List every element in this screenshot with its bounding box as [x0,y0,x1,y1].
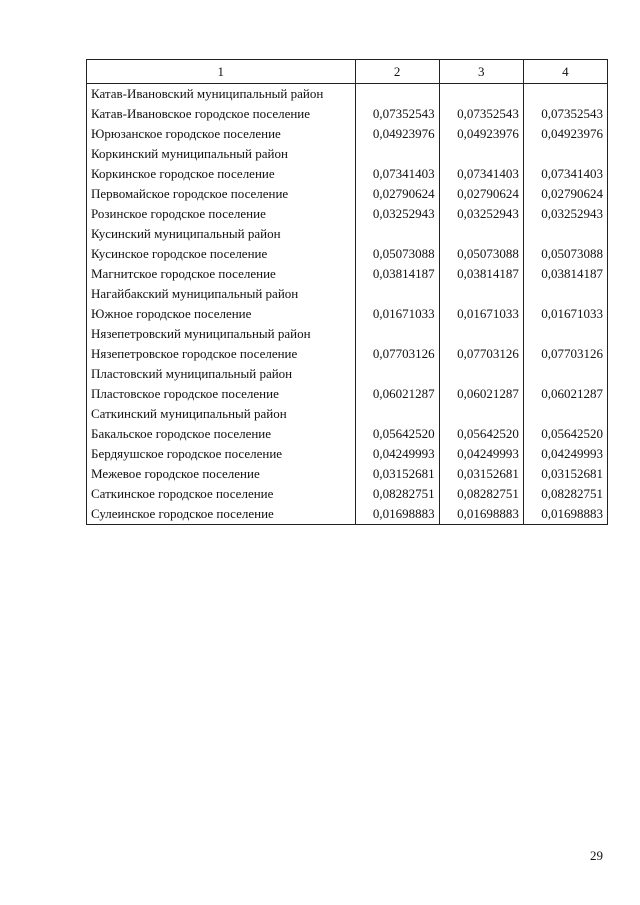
value-cell-col3 [439,284,523,304]
value-cell-col4: 0,08282751 [523,484,607,504]
value-cell-col4: 0,01671033 [523,304,607,324]
value-cell-col3: 0,05073088 [439,244,523,264]
row-name-cell: Коркинский муниципальный район [87,144,356,164]
row-name-cell: Юрюзанское городское поселение [87,124,356,144]
value-cell-col2: 0,07341403 [355,164,439,184]
row-name-cell: Межевое городское поселение [87,464,356,484]
value-cell-col4: 0,02790624 [523,184,607,204]
table-row [87,424,608,444]
value-cell-col2: 0,03814187 [355,264,439,284]
table-row [87,184,608,204]
value-cell-col2: 0,04249993 [355,444,439,464]
value-cell-col3 [439,224,523,244]
header-row [87,60,608,84]
value-cell-col4 [523,284,607,304]
table-row [87,224,608,244]
value-cell-col4 [523,364,607,384]
value-cell-col2 [355,364,439,384]
value-cell-col2: 0,05073088 [355,244,439,264]
value-cell-col2 [355,284,439,304]
table-header [87,60,608,84]
row-name-cell: Пластовское городское поселение [87,384,356,404]
row-name-cell: Кусинское городское поселение [87,244,356,264]
value-cell-col4 [523,224,607,244]
row-name-cell: Кусинский муниципальный район [87,224,356,244]
value-cell-col2: 0,07352543 [355,104,439,124]
value-cell-col3: 0,04923976 [439,124,523,144]
row-name-cell: Катав-Ивановский муниципальный район [87,84,356,105]
row-name-cell: Сулеинское городское поселение [87,504,356,525]
table-row [87,364,608,384]
value-cell-col4: 0,05642520 [523,424,607,444]
row-name-cell: Саткинское городское поселение [87,484,356,504]
table-row [87,404,608,424]
row-name-cell: Розинское городское поселение [87,204,356,224]
row-name-cell: Саткинский муниципальный район [87,404,356,424]
value-cell-col2: 0,03252943 [355,204,439,224]
table-row [87,284,608,304]
table-row [87,464,608,484]
row-name-cell: Бакальское городское поселение [87,424,356,444]
table-row [87,504,608,525]
value-cell-col4: 0,07352543 [523,104,607,124]
table-row [87,204,608,224]
value-cell-col4: 0,07703126 [523,344,607,364]
page-number: 29 [590,848,603,863]
column-header-1: 1 [87,60,356,84]
table-row [87,244,608,264]
table-row [87,124,608,144]
value-cell-col3 [439,84,523,105]
table-row [87,304,608,324]
value-cell-col4: 0,03152681 [523,464,607,484]
row-name-cell: Коркинское городское поселение [87,164,356,184]
value-cell-col2: 0,06021287 [355,384,439,404]
value-cell-col3: 0,05642520 [439,424,523,444]
value-cell-col2 [355,144,439,164]
value-cell-col2: 0,01671033 [355,304,439,324]
value-cell-col2: 0,05642520 [355,424,439,444]
row-name-cell: Бердяушское городское поселение [87,444,356,464]
row-name-cell: Катав-Ивановское городское поселение [87,104,356,124]
value-cell-col3: 0,03814187 [439,264,523,284]
table-row [87,144,608,164]
row-name-cell: Нязепетровское городское поселение [87,344,356,364]
value-cell-col2 [355,404,439,424]
table-row [87,444,608,464]
value-cell-col3: 0,01698883 [439,504,523,525]
table-body [87,84,608,525]
value-cell-col2: 0,07703126 [355,344,439,364]
row-name-cell: Первомайское городское поселение [87,184,356,204]
value-cell-col3: 0,03252943 [439,204,523,224]
value-cell-col2: 0,01698883 [355,504,439,525]
data-table [86,59,608,525]
row-name-cell: Нагайбакский муниципальный район [87,284,356,304]
value-cell-col4: 0,04249993 [523,444,607,464]
value-cell-col3: 0,03152681 [439,464,523,484]
table-row [87,264,608,284]
table-row [87,164,608,184]
value-cell-col3: 0,02790624 [439,184,523,204]
value-cell-col3 [439,324,523,344]
row-name-cell: Южное городское поселение [87,304,356,324]
value-cell-col4: 0,07341403 [523,164,607,184]
value-cell-col3 [439,404,523,424]
table-row [87,84,608,105]
table-row [87,324,608,344]
value-cell-col3: 0,07703126 [439,344,523,364]
value-cell-col3: 0,08282751 [439,484,523,504]
value-cell-col2: 0,04923976 [355,124,439,144]
value-cell-col4 [523,144,607,164]
value-cell-col2 [355,224,439,244]
column-header-4: 4 [523,60,607,84]
column-header-2: 2 [355,60,439,84]
value-cell-col4 [523,404,607,424]
value-cell-col2: 0,02790624 [355,184,439,204]
value-cell-col3: 0,06021287 [439,384,523,404]
value-cell-col2 [355,324,439,344]
row-name-cell: Магнитское городское поселение [87,264,356,284]
value-cell-col4: 0,01698883 [523,504,607,525]
value-cell-col4: 0,03814187 [523,264,607,284]
table-row [87,104,608,124]
value-cell-col3 [439,364,523,384]
value-cell-col4: 0,03252943 [523,204,607,224]
value-cell-col3: 0,07352543 [439,104,523,124]
value-cell-col4 [523,324,607,344]
value-cell-col3: 0,01671033 [439,304,523,324]
value-cell-col4: 0,05073088 [523,244,607,264]
value-cell-col4: 0,04923976 [523,124,607,144]
value-cell-col3: 0,07341403 [439,164,523,184]
value-cell-col2: 0,03152681 [355,464,439,484]
row-name-cell: Пластовский муниципальный район [87,364,356,384]
value-cell-col4 [523,84,607,105]
value-cell-col2: 0,08282751 [355,484,439,504]
value-cell-col2 [355,84,439,105]
value-cell-col3: 0,04249993 [439,444,523,464]
table-row [87,344,608,364]
row-name-cell: Нязепетровский муниципальный район [87,324,356,344]
value-cell-col3 [439,144,523,164]
value-cell-col4: 0,06021287 [523,384,607,404]
table-row [87,384,608,404]
column-header-3: 3 [439,60,523,84]
table-row [87,484,608,504]
